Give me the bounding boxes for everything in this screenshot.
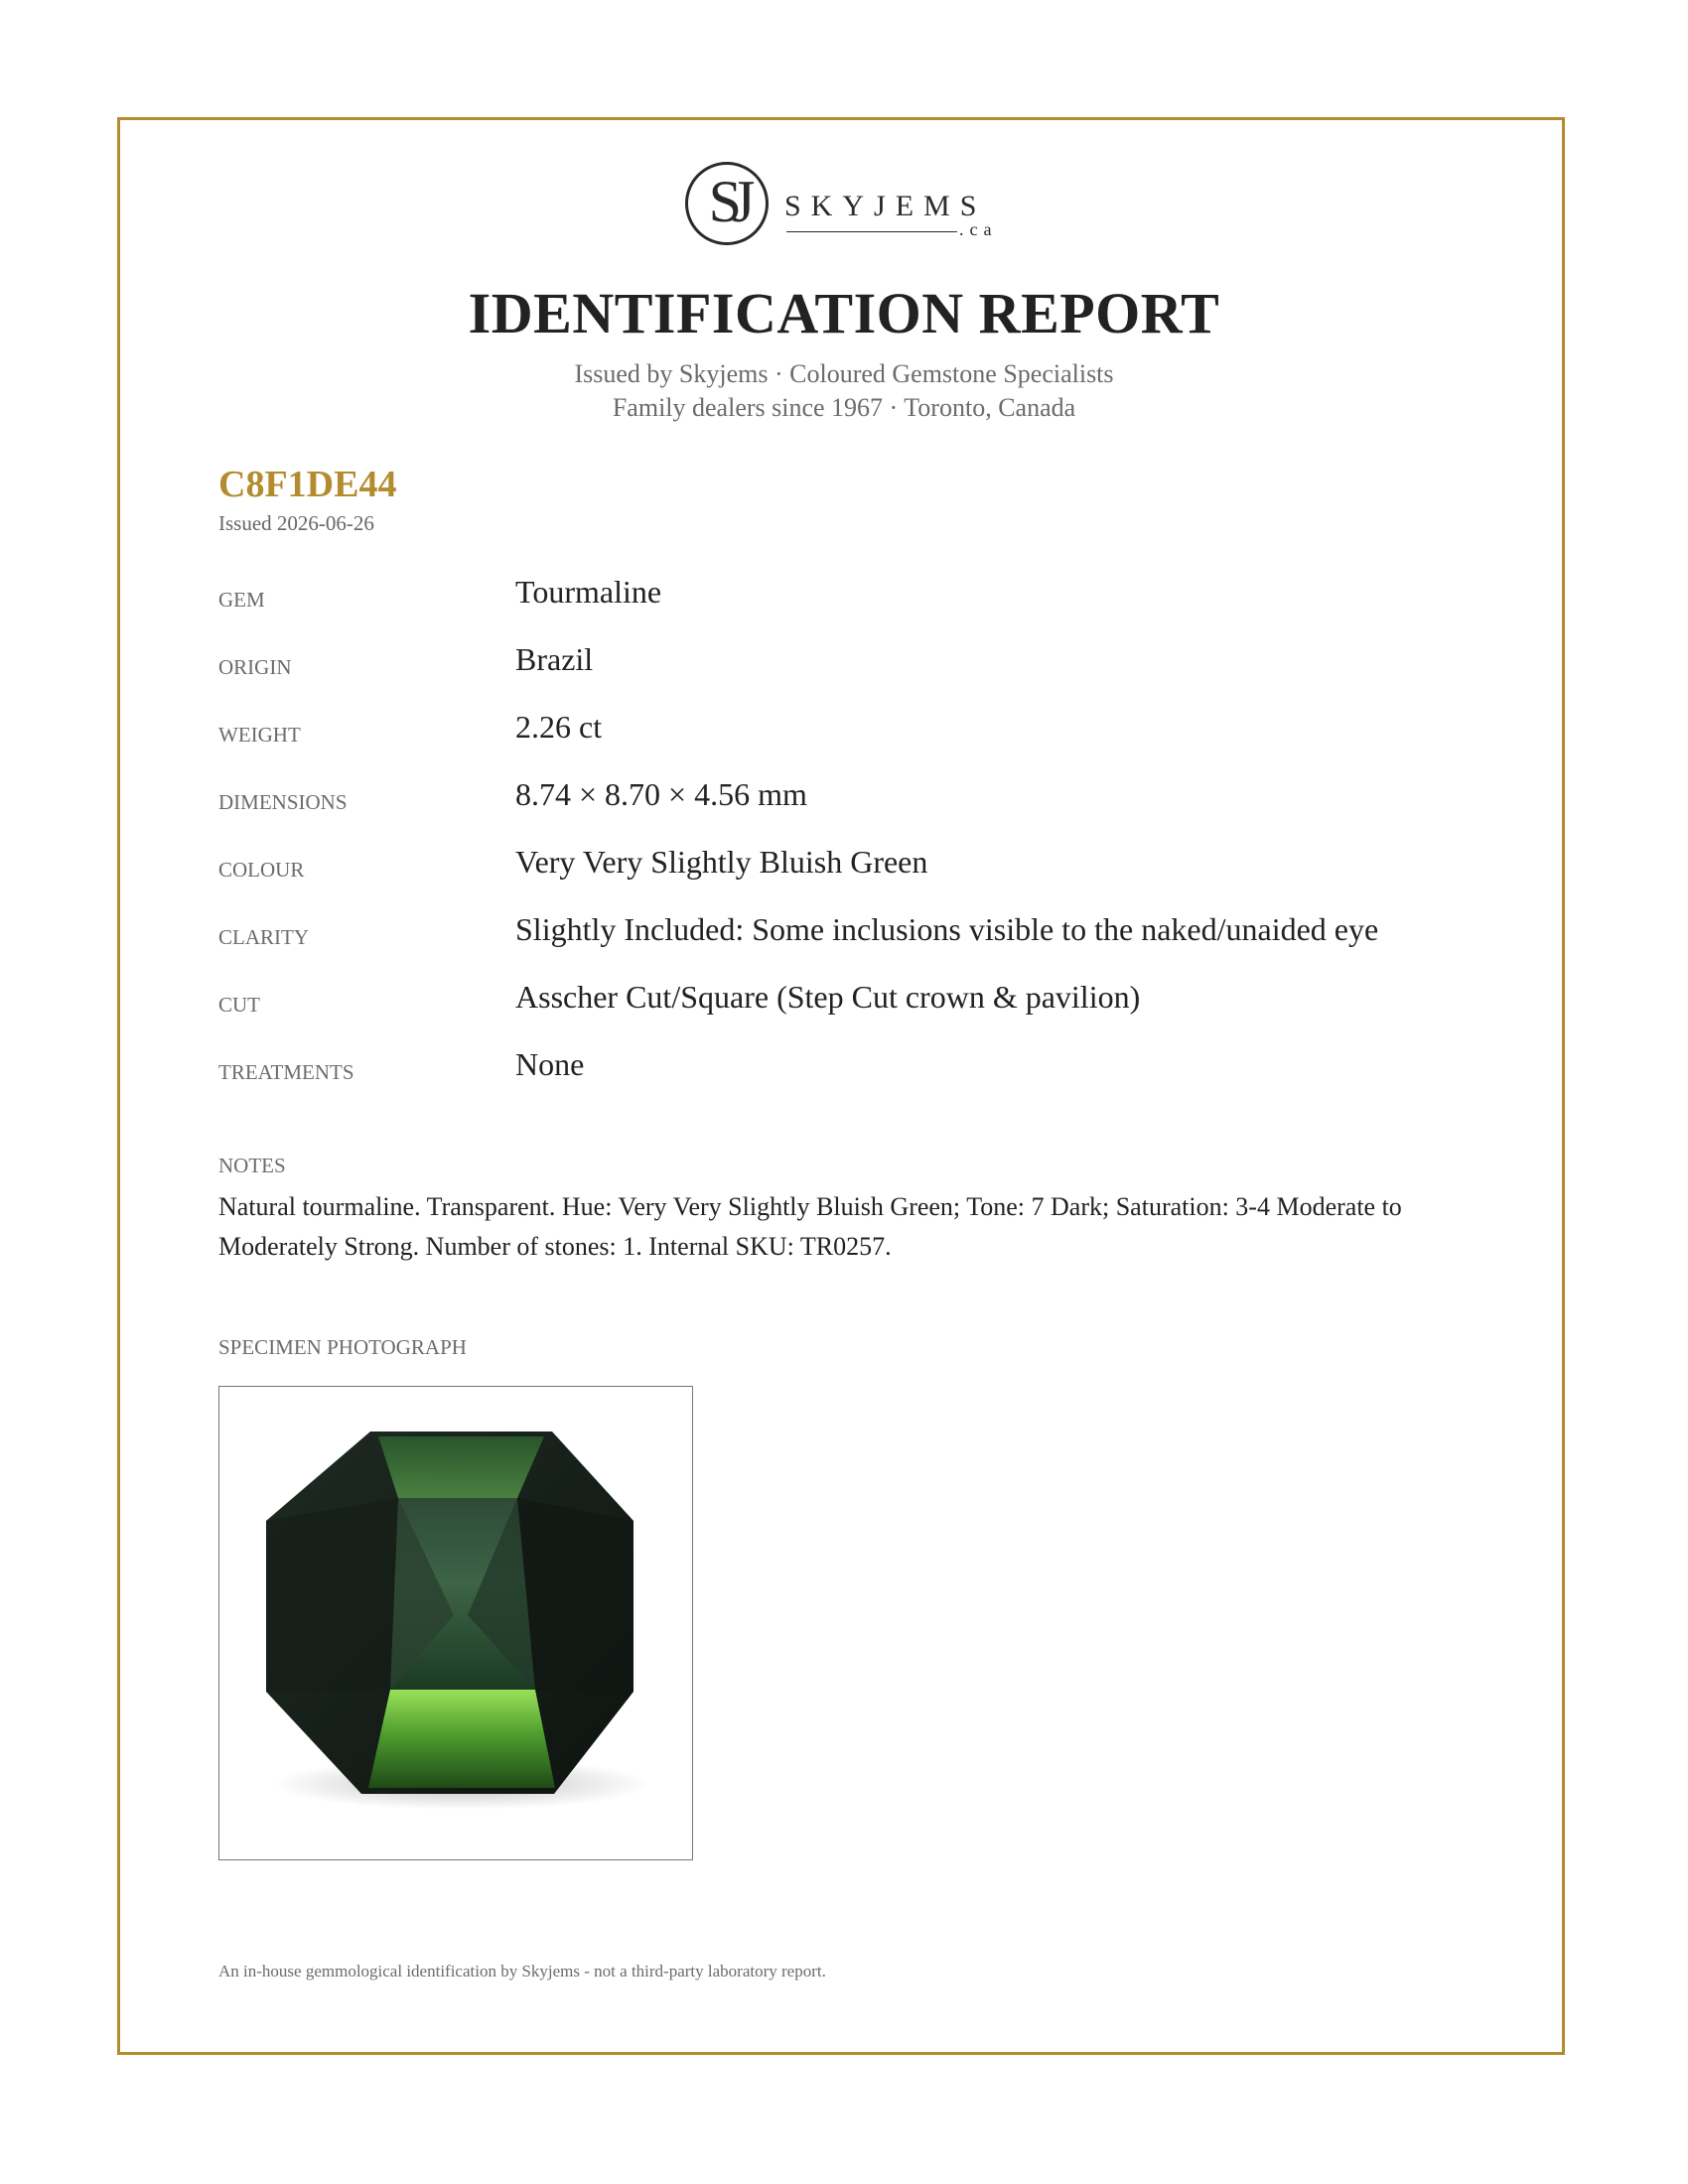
notes-heading: NOTES bbox=[218, 1154, 286, 1177]
field-label-dimensions: DIMENSIONS bbox=[218, 790, 348, 814]
field-value-clarity: Slightly Included: Some inclusions visible to the naked/unaided eye bbox=[515, 911, 1379, 947]
disclaimer: An in-house gemmological identification by Skyjems - not a third-party laboratory report. bbox=[218, 1962, 826, 1980]
issue-date: Issued 2026-06-26 bbox=[218, 511, 374, 535]
field-value-treatments: None bbox=[515, 1046, 585, 1082]
gem-crown-facet bbox=[378, 1436, 544, 1498]
field-label-origin: ORIGIN bbox=[218, 655, 292, 679]
specimen-photo bbox=[218, 1386, 693, 1860]
field-label-treatments: TREATMENTS bbox=[218, 1060, 354, 1084]
logo-monogram: SJ bbox=[708, 169, 746, 234]
report-id: C8F1DE44 bbox=[218, 464, 397, 505]
field-value-origin: Brazil bbox=[515, 641, 594, 677]
field-value-weight: 2.26 ct bbox=[515, 709, 603, 745]
field-label-weight: WEIGHT bbox=[218, 723, 301, 747]
field-label-gem: GEM bbox=[218, 588, 265, 612]
report-title: IDENTIFICATION REPORT bbox=[468, 281, 1220, 345]
issuer-line: Issued by Skyjems · Coloured Gemstone Specialists bbox=[574, 359, 1114, 388]
field-label-cut: CUT bbox=[218, 993, 260, 1017]
field-value-colour: Very Very Slightly Bluish Green bbox=[515, 844, 928, 880]
skyjems-logo bbox=[685, 162, 1013, 261]
photo-heading: SPECIMEN PHOTOGRAPH bbox=[218, 1335, 467, 1359]
field-value-gem: Tourmaline bbox=[515, 574, 662, 610]
gem-right-side bbox=[517, 1498, 633, 1692]
notes-body: Natural tourmaline. Transparent. Hue: Very Very Slightly Bluish Green; Tone: 7 Dark; Saturation: 3-4 Moderate to Moderately Strong. Number of stones: 1. Internal SKU: TR0257. bbox=[218, 1192, 1402, 1261]
gem-left-side bbox=[266, 1498, 398, 1692]
gemstone-image bbox=[219, 1387, 694, 1861]
field-value-dimensions: 8.74 × 8.70 × 4.56 mm bbox=[515, 776, 807, 812]
logo-divider bbox=[786, 231, 957, 232]
field-value-cut: Asscher Cut/Square (Step Cut crown & pavilion) bbox=[515, 979, 1141, 1015]
logo-domain-suffix: .ca bbox=[959, 219, 998, 239]
field-label-colour: COLOUR bbox=[218, 858, 305, 882]
dealer-line: Family dealers since 1967 · Toronto, Canada bbox=[612, 393, 1076, 422]
gem-pavilion-facet bbox=[368, 1690, 555, 1788]
field-label-clarity: CLARITY bbox=[218, 925, 309, 949]
logo-wordmark: SKYJEMS bbox=[784, 190, 987, 222]
